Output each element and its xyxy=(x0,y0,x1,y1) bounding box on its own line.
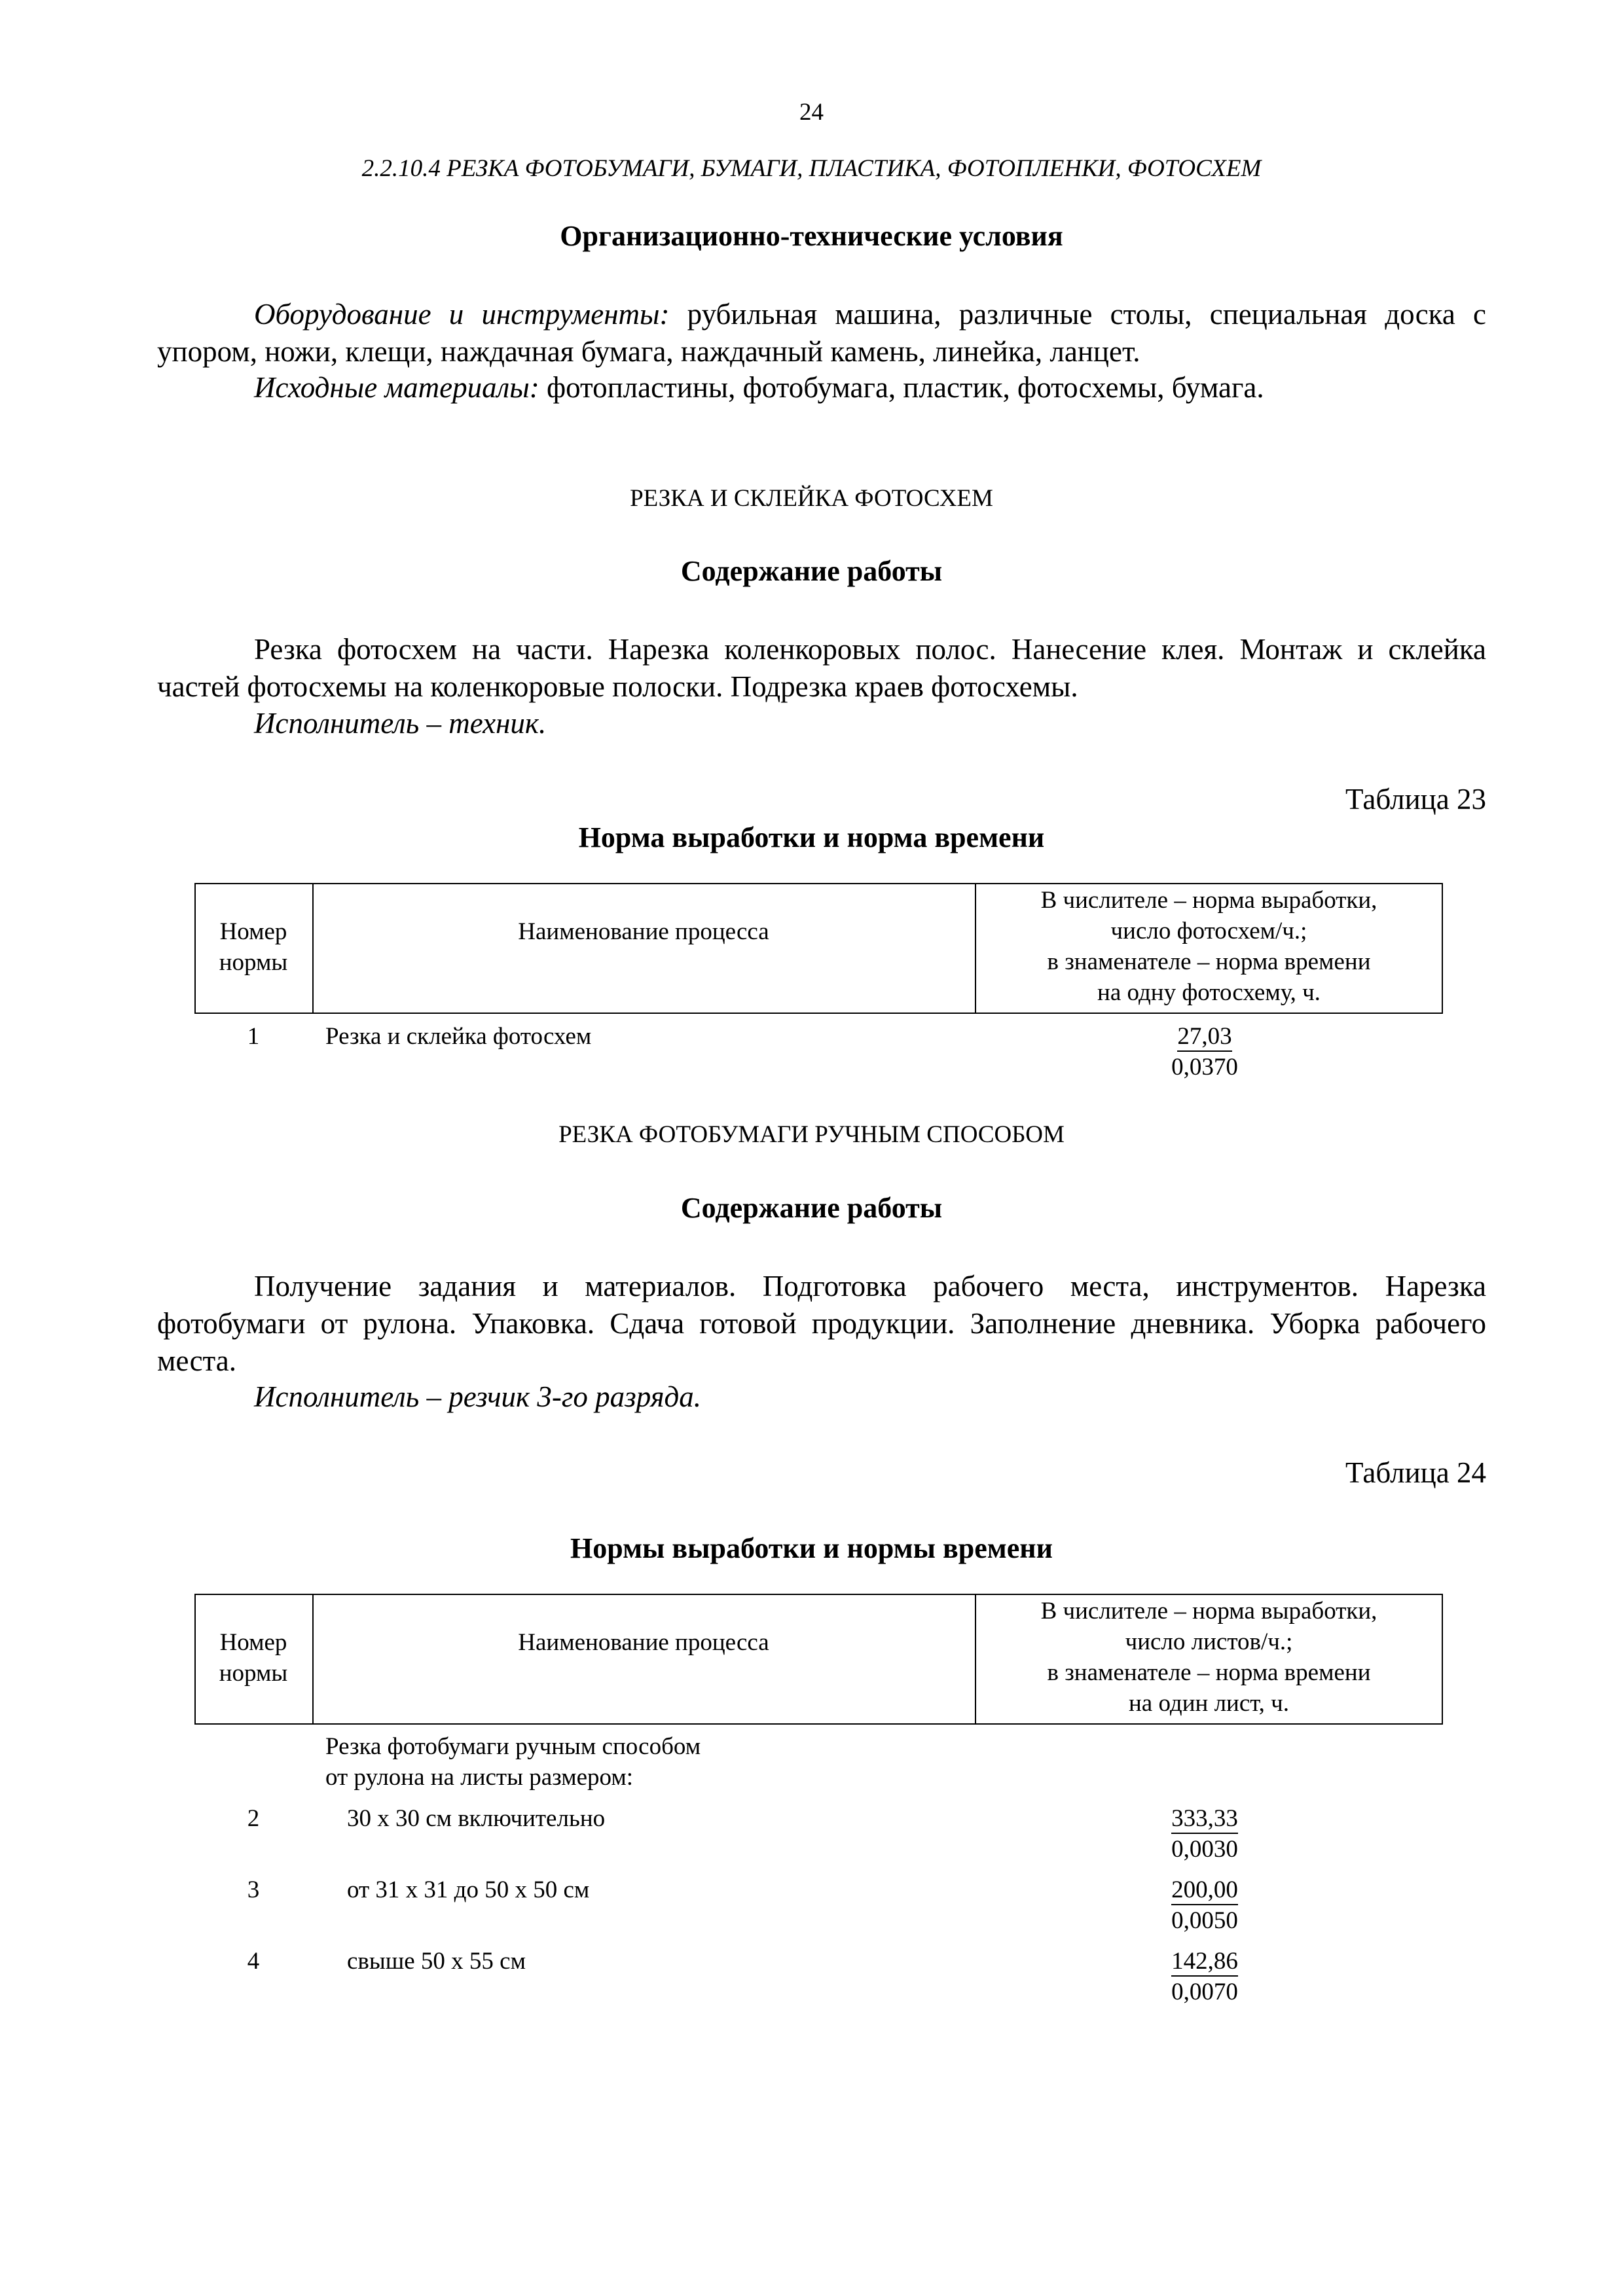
table24-row2-denominator: 0,0030 xyxy=(1171,1836,1238,1863)
page-number: 24 xyxy=(799,99,824,126)
table24-row2-name: 30 х 30 см включительно xyxy=(347,1805,606,1832)
table23-header-value-line-1: В числителе – норма выработки, xyxy=(1040,887,1377,914)
table24-row2-num: 2 xyxy=(247,1805,260,1832)
table24-group-label-line-2: от рулона на листы размером: xyxy=(325,1764,634,1791)
table24-header-num: Номер нормы xyxy=(219,1629,288,1687)
table24-row4-num: 4 xyxy=(247,1948,260,1975)
table24-row3-value xyxy=(1106,1874,1303,1937)
table24-row4-denominator: 0,0070 xyxy=(1171,1979,1238,2005)
table24-header-value-line-2: число листов/ч.; xyxy=(1125,1628,1293,1655)
table23-title: Норма выработки и норма времени xyxy=(578,821,1045,853)
equipment-paragraph xyxy=(157,296,1486,370)
table23-header-value xyxy=(975,885,1443,1008)
table23-header-value-line-2: число фотосхем/ч.; xyxy=(1110,918,1307,944)
table24-header-value-line-4: на один лист, ч. xyxy=(1128,1690,1290,1717)
materials-text: фотопластины, фотобумага, пластик, фотосхемы, бумага. xyxy=(539,371,1264,404)
table23-row1-name: Резка и склейка фотосхем xyxy=(325,1023,592,1050)
table23-header-num: Номер нормы xyxy=(219,918,288,976)
section1-title: РЕЗКА И СКЛЕЙКА ФОТОСХЕМ xyxy=(630,485,993,512)
section2-title: РЕЗКА ФОТОБУМАГИ РУЧНЫМ СПОСОБОМ xyxy=(558,1121,1065,1148)
table24-label: Таблица 24 xyxy=(1345,1456,1486,1489)
table24-row3-num: 3 xyxy=(247,1876,260,1903)
table24-row4-numerator: 142,86 xyxy=(1171,1948,1238,1977)
section1-content-text: Резка фотосхем на части. Нарезка коленкоровых полос. Нанесение клея. Монтаж и склейка частей фотосхемы на коленкоровые полоски. Подрезка краев фотосхемы. xyxy=(157,633,1486,703)
equipment-label: Оборудование и инструменты: xyxy=(254,298,670,331)
table24-row4-value xyxy=(1106,1946,1303,2008)
table24-divider-1 xyxy=(312,1595,314,1723)
table24-row2-value xyxy=(1106,1803,1303,1865)
table24-row2-numerator: 333,33 xyxy=(1171,1805,1238,1834)
table24-header-value-line-3: в знаменателе – норма времени xyxy=(1047,1659,1371,1686)
materials-paragraph xyxy=(254,370,1264,404)
table24-row3-name: от 31 х 31 до 50 х 50 см xyxy=(347,1876,590,1903)
table24-header-value xyxy=(975,1596,1443,1719)
equipment-text: рубильная машина, различные столы, специальная доска с упором, ножи, клещи, наждачная бумага, наждачный камень, линейка, ланцет. xyxy=(157,298,1486,368)
section2-executor: Исполнитель – резчик 3-го разряда. xyxy=(254,1380,702,1413)
table23-row1-denominator: 0,0370 xyxy=(1171,1054,1238,1081)
table24-row4-name: свыше 50 х 55 см xyxy=(347,1948,526,1975)
table23-row1-num: 1 xyxy=(247,1023,260,1050)
table24-title: Нормы выработки и нормы времени xyxy=(570,1532,1053,1564)
table24-header-value-line-1: В числителе – норма выработки, xyxy=(1040,1598,1377,1624)
table24-row3-denominator: 0,0050 xyxy=(1171,1907,1238,1934)
table23-label: Таблица 23 xyxy=(1345,783,1486,816)
section-code: 2.2.10.4 РЕЗКА ФОТОБУМАГИ, БУМАГИ, ПЛАСТИКА, ФОТОПЛЕНКИ, ФОТОСХЕМ xyxy=(361,155,1262,182)
table24-header-name: Наименование процесса xyxy=(518,1629,769,1656)
table23-header-value-line-4: на одну фотосхему, ч. xyxy=(1097,979,1321,1006)
materials-label: Исходные материалы: xyxy=(254,371,539,404)
table23-divider-1 xyxy=(312,884,314,1013)
table23-row1-numerator: 27,03 xyxy=(1177,1023,1231,1052)
table24-row3-numerator: 200,00 xyxy=(1171,1876,1238,1905)
section1-content-heading: Содержание работы xyxy=(680,555,943,587)
table23-header-name: Наименование процесса xyxy=(518,918,769,945)
org-conditions-heading: Организационно-технические условия xyxy=(560,220,1063,252)
table23-header-value-line-3: в знаменателе – норма времени xyxy=(1047,948,1371,975)
table23-row1-value xyxy=(1106,1021,1303,1083)
section2-content-text: Получение задания и материалов. Подготовка рабочего места, инструментов. Нарезка фотобумаги от рулона. Упаковка. Сдача готовой продукции. Заполнение дневника. Уборка рабочего места. xyxy=(157,1270,1486,1377)
section2-content-heading: Содержание работы xyxy=(680,1192,943,1224)
table24-group-label-line-1: Резка фотобумаги ручным способом xyxy=(325,1733,701,1760)
section1-executor: Исполнитель – техник. xyxy=(254,707,547,740)
